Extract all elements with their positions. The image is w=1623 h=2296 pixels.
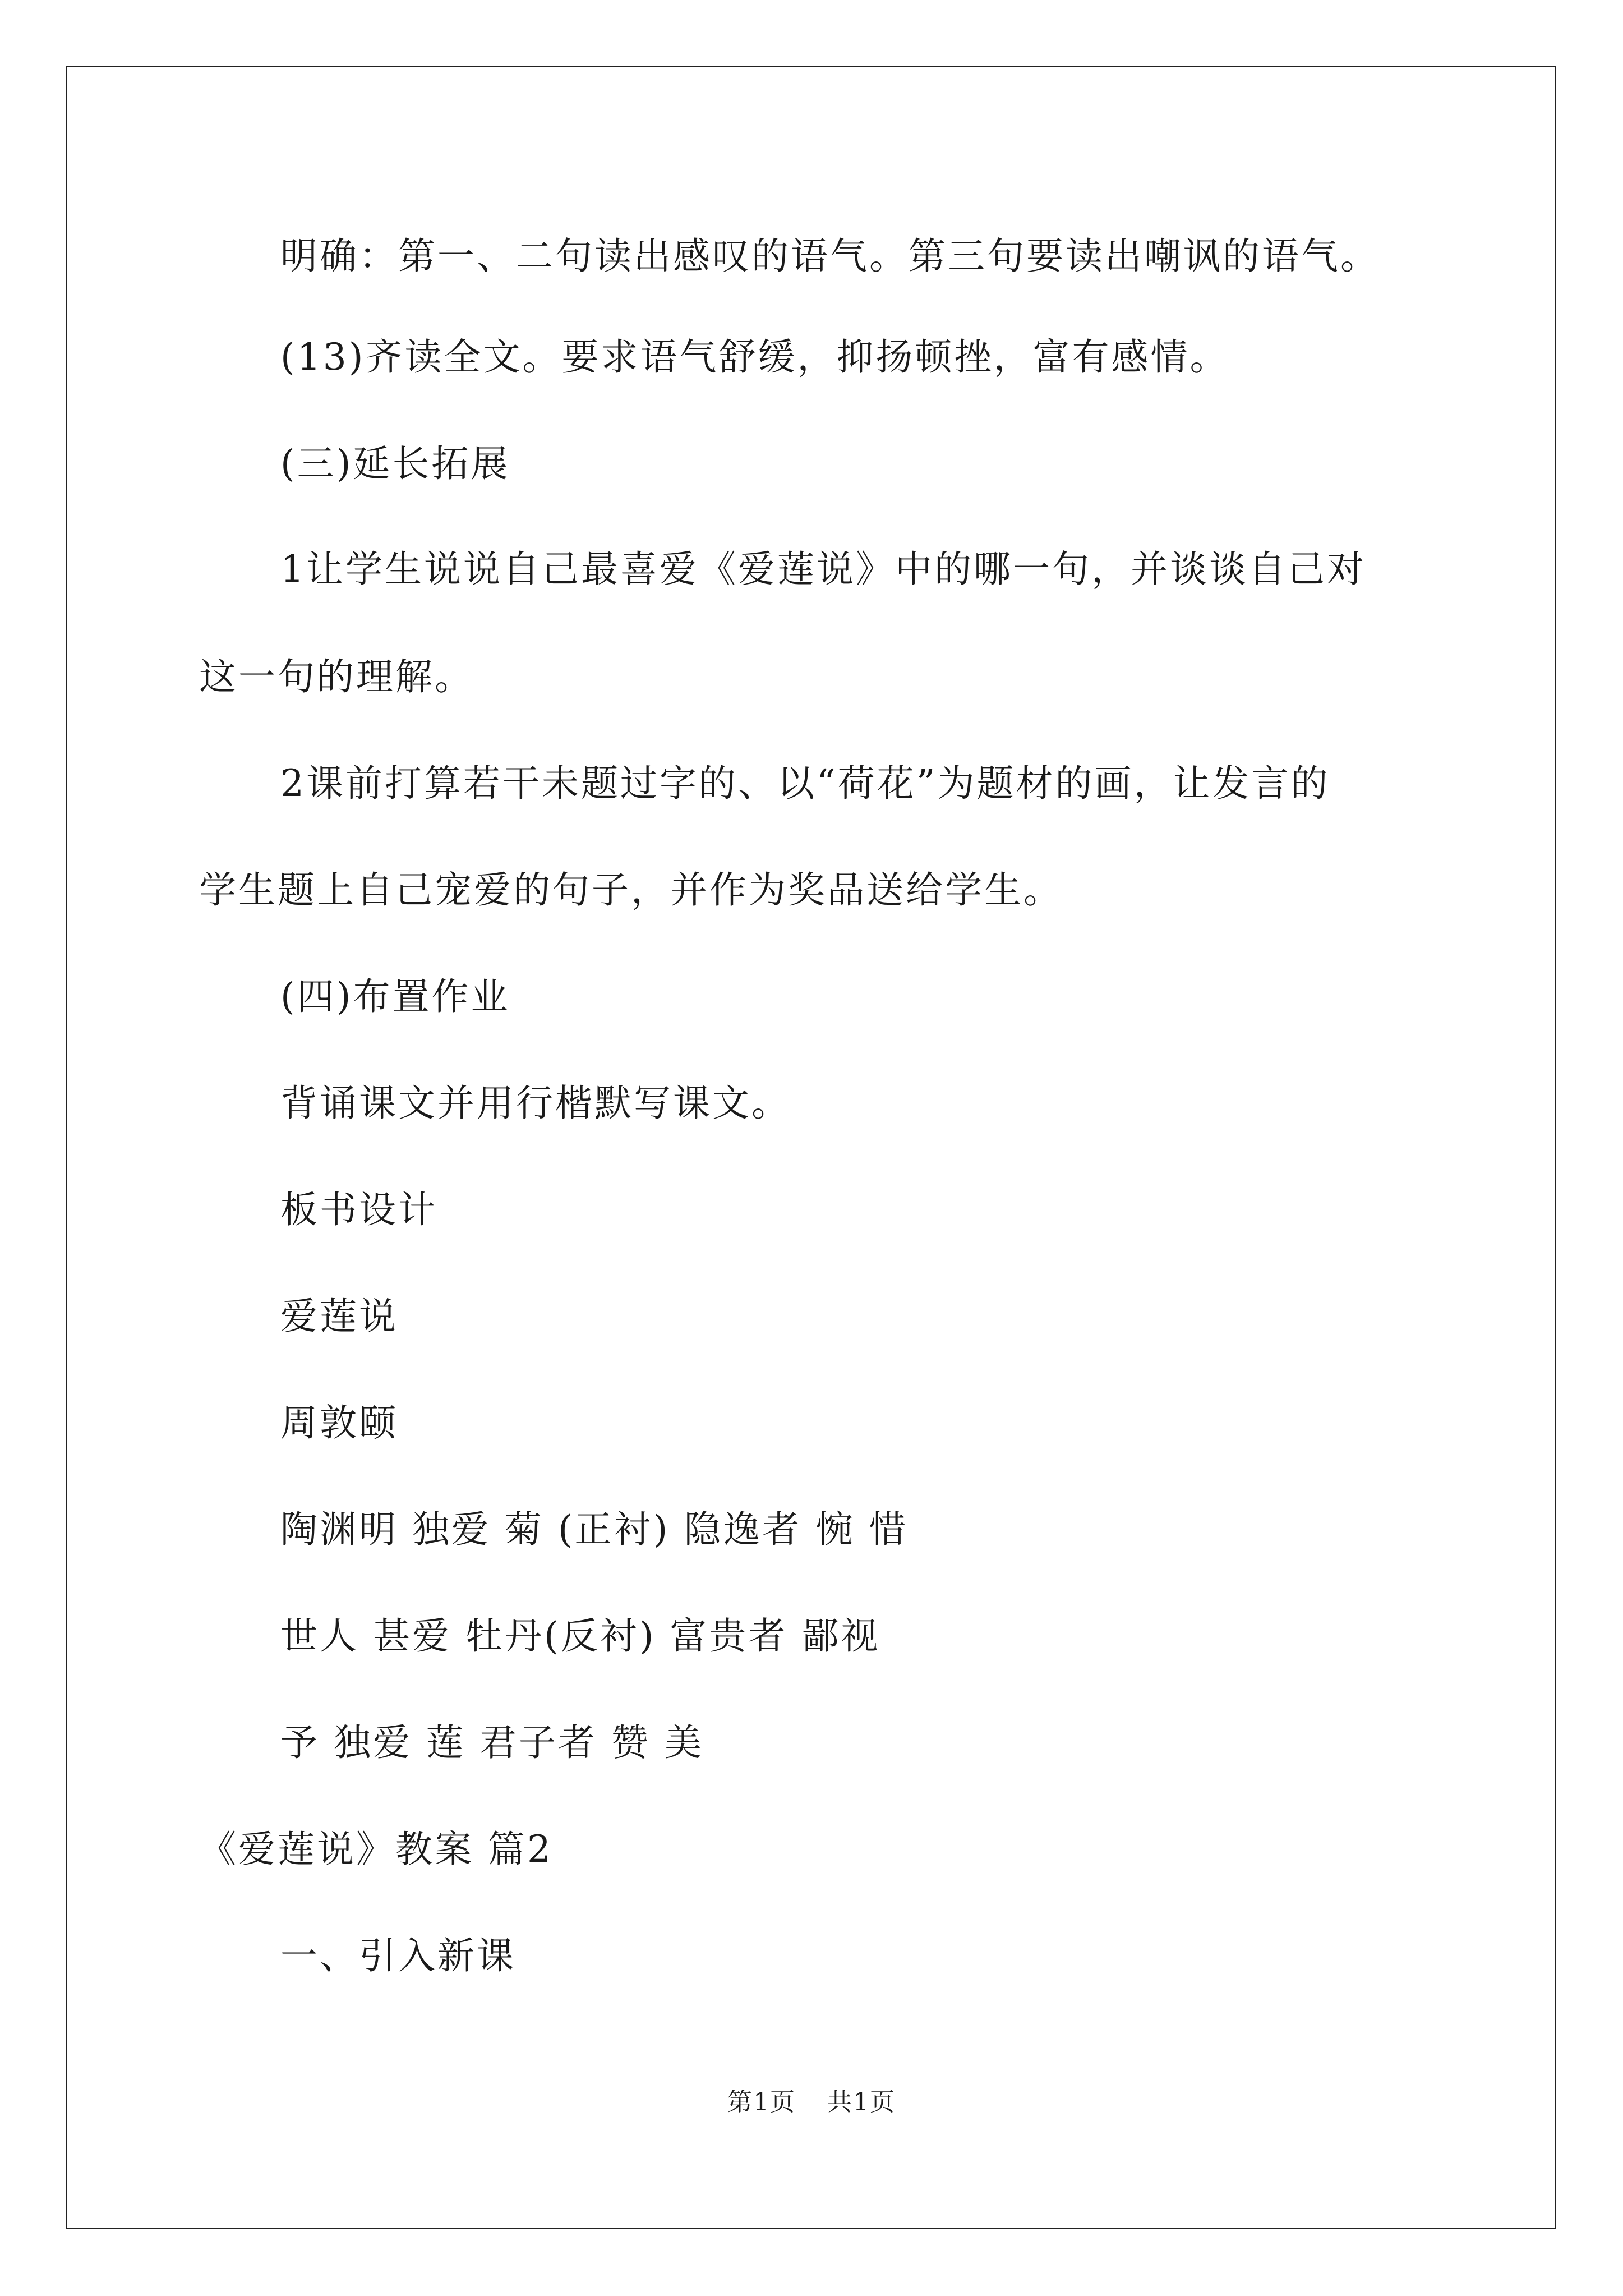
page-footer	[0, 2086, 1623, 2119]
page-number: 第1页	[727, 2088, 796, 2116]
body-line: (13)齐读全文。要求语气舒缓，抑扬顿挫，富有感情。	[280, 335, 1229, 379]
section-title: 《爱莲说》教案 篇2	[199, 1828, 553, 1871]
board-row: 陶渊明 独爱 菊 (正衬) 隐逸者 惋 惜	[280, 1508, 909, 1551]
body-line: 2课前打算若干未题过字的、以“荷花”为题材的画，让发言的	[280, 762, 1330, 805]
body-line: 板书设计	[280, 1188, 437, 1231]
section-heading: 一、引入新课	[280, 1934, 516, 1977]
body-line: 明确：第一、二句读出感叹的语气。第三句要读出嘲讽的语气。	[280, 234, 1380, 278]
body-line: 这一句的理解。	[199, 655, 474, 698]
board-row: 予 独爱 莲 君子者 赞 美	[280, 1721, 704, 1764]
section-heading: (四)布置作业	[280, 975, 510, 1018]
body-line: 学生题上自己宠爱的句子，并作为奖品送给学生。	[199, 868, 1063, 912]
body-line: 爱莲说	[280, 1295, 398, 1338]
board-row: 世人 甚爱 牡丹(反衬) 富贵者 鄙视	[280, 1614, 880, 1658]
page-border	[66, 66, 1556, 2229]
body-line: 背诵课文并用行楷默写课文。	[280, 1082, 791, 1125]
body-line: 周敦颐	[280, 1401, 398, 1444]
page-total: 共1页	[827, 2088, 896, 2116]
section-heading: (三)延长拓展	[280, 442, 510, 485]
body-line: 1让学生说说自己最喜爱《爱莲说》中的哪一句，并谈谈自己对	[280, 547, 1366, 591]
